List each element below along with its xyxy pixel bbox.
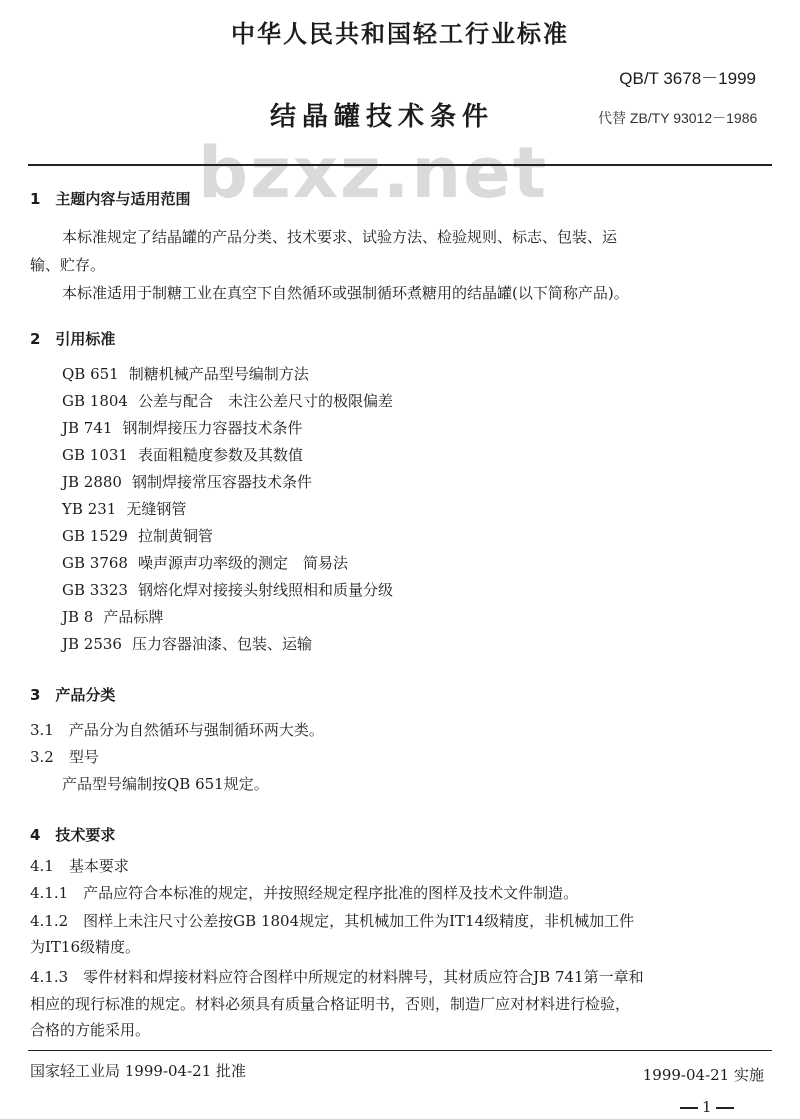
reference-item bbox=[62, 634, 312, 654]
section-1-paragraph-1-line-2: 输、贮存。 bbox=[30, 256, 106, 274]
section-4-heading: 4 技术要求 bbox=[30, 826, 116, 844]
clause-4-1-1: 4.1.1 产品应符合本标准的规定，并按照经规定程序批准的图样及技术文件制造。 bbox=[30, 884, 579, 902]
clause-4-1-3-line-1: 4.1.3 零件材料和焊接材料应符合图样中所规定的材料牌号，其材质应符合JB 741第一章和 bbox=[30, 968, 644, 986]
section-1-heading: 1 主题内容与适用范围 bbox=[30, 190, 191, 208]
page-dash-left bbox=[680, 1107, 698, 1109]
reference-item bbox=[62, 364, 309, 384]
reference-title: 噪声源声功率级的测定 简易法 bbox=[137, 554, 348, 572]
reference-title: 无缝钢管 bbox=[126, 500, 187, 518]
reference-item bbox=[62, 472, 312, 492]
section-2-heading: 2 引用标准 bbox=[30, 330, 116, 348]
reference-item bbox=[62, 445, 303, 465]
replaces-standard: 代替 ZB/TY 93012－1986 bbox=[598, 110, 758, 126]
reference-code: GB 3768 bbox=[62, 554, 128, 572]
approval-statement: 国家轻工业局 1999-04-21 批准 bbox=[30, 1062, 247, 1080]
reference-title: 公差与配合 未注公差尺寸的极限偏差 bbox=[137, 392, 393, 410]
reference-item bbox=[62, 391, 393, 411]
clause-4-1: 4.1 基本要求 bbox=[30, 857, 129, 875]
standard-code: QB/T 3678－1999 bbox=[619, 69, 756, 88]
reference-code: GB 1804 bbox=[62, 392, 128, 410]
clause-4-1-2-line-1: 4.1.2 图样上未注尺寸公差按GB 1804规定，其机械加工件为IT14级精度，非机械加工件 bbox=[30, 912, 635, 930]
header-divider bbox=[28, 164, 772, 166]
document-title: 结晶罐技术条件 bbox=[270, 102, 495, 132]
reference-code: JB 8 bbox=[62, 608, 94, 626]
reference-code: YB 231 bbox=[62, 500, 117, 518]
watermark: bzxz.net bbox=[198, 132, 549, 214]
reference-code: GB 1031 bbox=[62, 446, 128, 464]
reference-code: JB 2880 bbox=[62, 473, 122, 491]
reference-item bbox=[62, 418, 302, 438]
page-number bbox=[676, 1098, 738, 1116]
reference-code: JB 2536 bbox=[62, 635, 122, 653]
reference-item bbox=[62, 580, 393, 600]
reference-title: 压力容器油漆、包装、运输 bbox=[131, 635, 312, 653]
section-1-paragraph-2: 本标准适用于制糖工业在真空下自然循环或强制循环煮糖用的结晶罐(以下简称产品)。 bbox=[62, 284, 629, 302]
section-3-heading: 3 产品分类 bbox=[30, 686, 116, 704]
reference-title: 产品标牌 bbox=[103, 608, 164, 626]
standard-category-title: 中华人民共和国轻工行业标准 bbox=[231, 20, 569, 48]
reference-item bbox=[62, 526, 213, 546]
reference-item bbox=[62, 607, 163, 627]
reference-code: QB 651 bbox=[62, 365, 119, 383]
page-number-value: 1 bbox=[702, 1098, 712, 1116]
reference-code: GB 1529 bbox=[62, 527, 128, 545]
clause-3-2-heading: 3.2 型号 bbox=[30, 748, 99, 766]
reference-code: JB 741 bbox=[62, 419, 113, 437]
reference-title: 表面粗糙度参数及其数值 bbox=[137, 446, 303, 464]
clause-3-2-text: 产品型号编制按QB 651规定。 bbox=[62, 775, 269, 793]
page-dash-right bbox=[716, 1107, 734, 1109]
reference-item bbox=[62, 553, 348, 573]
clause-4-1-2-line-2: 为IT16级精度。 bbox=[30, 938, 141, 956]
reference-title: 钢制焊接压力容器技术条件 bbox=[122, 419, 303, 437]
section-1-paragraph-1-line-1: 本标准规定了结晶罐的产品分类、技术要求、试验方法、检验规则、标志、包装、运 bbox=[62, 228, 618, 246]
reference-title: 制糖机械产品型号编制方法 bbox=[128, 365, 309, 383]
footer-divider bbox=[28, 1050, 772, 1051]
clause-3-1: 3.1 产品分为自然循环与强制循环两大类。 bbox=[30, 721, 324, 739]
effective-date: 1999-04-21 实施 bbox=[642, 1066, 764, 1084]
reference-title: 拉制黄铜管 bbox=[137, 527, 213, 545]
clause-4-1-3-line-3: 合格的方能采用。 bbox=[30, 1021, 151, 1039]
clause-4-1-3-line-2: 相应的现行标准的规定。材料必须具有质量合格证明书，否则，制造厂应对材料进行检验， bbox=[30, 995, 631, 1013]
reference-title: 钢熔化焊对接接头射线照相和质量分级 bbox=[137, 581, 393, 599]
reference-code: GB 3323 bbox=[62, 581, 128, 599]
reference-title: 钢制焊接常压容器技术条件 bbox=[131, 473, 312, 491]
reference-item bbox=[62, 499, 186, 519]
